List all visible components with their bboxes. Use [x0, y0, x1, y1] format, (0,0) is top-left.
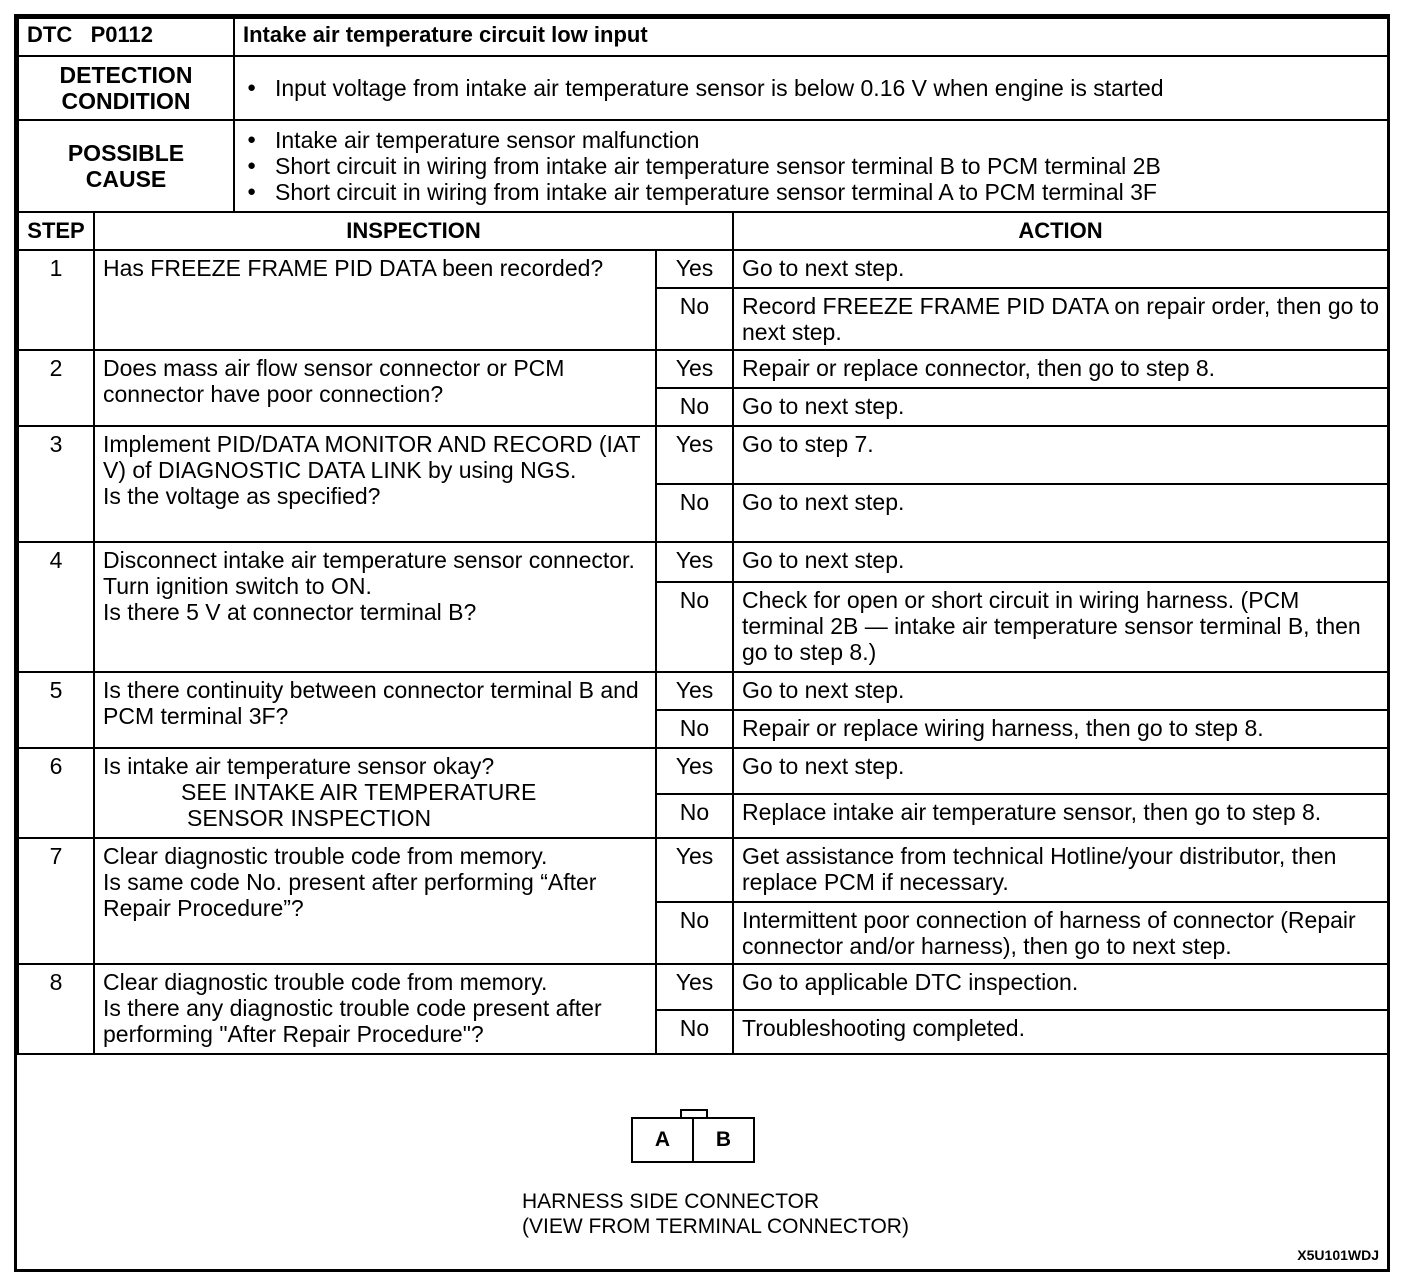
dtc-sheet [14, 14, 1390, 1272]
detection-list [243, 75, 1379, 101]
no-label: No [656, 794, 733, 838]
possible-cause-row [18, 120, 1388, 212]
no-label: No [656, 288, 733, 350]
yes-label: Yes [656, 964, 733, 1010]
step-inspection [94, 748, 656, 838]
yes-label: Yes [656, 542, 733, 582]
possible-cause-label-line1: POSSIBLE [67, 140, 185, 166]
inspection-text: Is same code No. present after performing “After Repair Procedure”? [103, 869, 597, 921]
step-inspection [94, 250, 656, 350]
table-body [18, 18, 1388, 1054]
detection-label [18, 56, 234, 120]
connector-caption [522, 1189, 909, 1239]
possible-cause-item: ● Short circuit in wiring from intake air temperature sensor terminal B to PCM terminal 2B [243, 153, 1379, 179]
possible-cause-content [234, 120, 1388, 212]
step-row [18, 426, 1388, 484]
caption-line2: (VIEW FROM TERMINAL CONNECTOR) [522, 1215, 909, 1238]
detection-label-line1: DETECTION [59, 62, 193, 88]
step-inspection [94, 350, 656, 426]
step-row [18, 964, 1388, 1010]
inspection-text: Clear diagnostic trouble code from memory. [103, 843, 548, 869]
yes-action: Go to next step. [733, 542, 1388, 582]
possible-cause-list [243, 127, 1379, 205]
step-column-header: STEP [18, 212, 94, 250]
header-row [18, 18, 1388, 56]
dtc-code: P0112 [90, 22, 153, 47]
dtc-label: DTC [27, 22, 73, 47]
inspection-text: Does mass air flow sensor connector or PCM connector have poor connection? [103, 355, 565, 407]
step-number: 3 [18, 426, 94, 542]
possible-cause-label-line2: CAUSE [85, 166, 167, 192]
step-inspection [94, 542, 656, 672]
yes-action: Go to next step. [733, 748, 1388, 794]
yes-label: Yes [656, 838, 733, 902]
yes-label: Yes [656, 748, 733, 794]
inspection-text: Is there any diagnostic trouble code present after performing "After Repair Procedure"? [103, 995, 602, 1047]
inspection-text: Is the voltage as specified? [103, 483, 381, 509]
no-action: Intermittent poor connection of harness of connector (Repair connector and/or harness), then go to next step. [733, 902, 1388, 964]
yes-action: Repair or replace connector, then go to step 8. [733, 350, 1388, 388]
yes-label: Yes [656, 250, 733, 288]
step-number: 7 [18, 838, 94, 964]
step-number: 4 [18, 542, 94, 672]
yes-action: Get assistance from technical Hotline/your distributor, then replace PCM if necessary. [733, 838, 1388, 902]
connector-latch [680, 1109, 708, 1117]
inspection-text: Clear diagnostic trouble code from memory. [103, 969, 548, 995]
connector-figure [17, 1069, 1387, 1269]
no-action: Go to next step. [733, 484, 1388, 542]
inspection-text: Disconnect intake air temperature sensor connector. [103, 547, 635, 573]
no-action: Check for open or short circuit in wiring harness. (PCM terminal 2B — intake air temperature sensor terminal B, then go to step 8.) [733, 582, 1388, 672]
step-row [18, 838, 1388, 902]
step-inspection [94, 426, 656, 542]
yes-action: Go to next step. [733, 672, 1388, 710]
step-number: 2 [18, 350, 94, 426]
possible-cause-item: ● Intake air temperature sensor malfunction [243, 127, 1379, 153]
no-action: Repair or replace wiring harness, then go to step 8. [733, 710, 1388, 748]
figure-code: X5U101WDJ [1297, 1247, 1379, 1263]
no-action: Go to next step. [733, 388, 1388, 426]
inspection-text: Has FREEZE FRAME PID DATA been recorded? [103, 255, 604, 281]
see-reference-line2: SENSOR INSPECTION [187, 805, 432, 831]
detection-label-line2: CONDITION [61, 88, 191, 114]
see-reference-line1: SEE INTAKE AIR TEMPERATURE [181, 779, 537, 805]
no-label: No [656, 710, 733, 748]
no-action: Troubleshooting completed. [733, 1010, 1388, 1054]
yes-label: Yes [656, 350, 733, 388]
step-number: 5 [18, 672, 94, 748]
possible-cause-label [18, 120, 234, 212]
no-label: No [656, 1010, 733, 1054]
yes-action: Go to next step. [733, 250, 1388, 288]
yes-action: Go to applicable DTC inspection. [733, 964, 1388, 1010]
step-row [18, 250, 1388, 288]
yes-action: Go to step 7. [733, 426, 1388, 484]
terminal-a: A [631, 1117, 694, 1163]
dtc-table [17, 17, 1389, 1055]
step-number: 1 [18, 250, 94, 350]
step-number: 8 [18, 964, 94, 1054]
inspection-text: Implement PID/DATA MONITOR AND RECORD (IAT V) of DIAGNOSTIC DATA LINK by using NGS. [103, 431, 641, 483]
harness-connector-diagram [631, 1117, 757, 1163]
possible-cause-item: ● Short circuit in wiring from intake air temperature sensor terminal A to PCM terminal 3F [243, 179, 1379, 205]
step-row [18, 748, 1388, 794]
inspection-text: Turn ignition switch to ON. [103, 573, 372, 599]
inspection-column-header: INSPECTION [94, 212, 733, 250]
yes-label: Yes [656, 426, 733, 484]
no-action: Replace intake air temperature sensor, then go to step 8. [733, 794, 1388, 838]
detection-content [234, 56, 1388, 120]
step-number: 6 [18, 748, 94, 838]
yes-label: Yes [656, 672, 733, 710]
detection-item: ● Input voltage from intake air temperature sensor is below 0.16 V when engine is started [243, 75, 1379, 101]
step-row [18, 542, 1388, 582]
detection-row [18, 56, 1388, 120]
action-column-header: ACTION [733, 212, 1388, 250]
step-inspection [94, 838, 656, 964]
caption-line1: HARNESS SIDE CONNECTOR [522, 1190, 820, 1213]
no-label: No [656, 484, 733, 542]
no-action: Record FREEZE FRAME PID DATA on repair order, then go to next step. [733, 288, 1388, 350]
inspection-text: Is there continuity between connector terminal B and PCM terminal 3F? [103, 677, 639, 729]
inspection-text: Is intake air temperature sensor okay? [103, 753, 495, 779]
dtc-title: Intake air temperature circuit low input [243, 22, 648, 47]
no-label: No [656, 582, 733, 672]
no-label: No [656, 388, 733, 426]
step-row [18, 350, 1388, 388]
no-label: No [656, 902, 733, 964]
step-row [18, 672, 1388, 710]
step-inspection [94, 672, 656, 748]
terminal-b: B [692, 1117, 755, 1163]
inspection-text: Is there 5 V at connector terminal B? [103, 599, 477, 625]
column-header-row [18, 212, 1388, 250]
step-inspection [94, 964, 656, 1054]
